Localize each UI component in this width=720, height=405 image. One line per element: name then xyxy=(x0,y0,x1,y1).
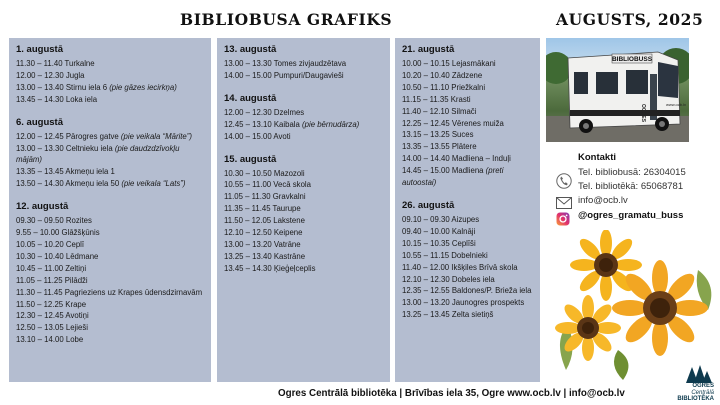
stop-time-place: 12.45 – 13.10 Kaibala xyxy=(224,119,303,129)
stop-entry xyxy=(16,82,206,94)
stop-note: (pie gāzes iecirkņa) xyxy=(109,82,177,92)
stop-time-place: 10.50 – 11.10 Priežkalni xyxy=(402,82,486,92)
stop-time-place: 10.20 – 10.40 Zādzene xyxy=(402,70,483,80)
stop-entry xyxy=(402,214,535,226)
stop-entry xyxy=(224,215,385,227)
day-heading: 15. augustā xyxy=(224,153,277,165)
day-heading: 12. augustā xyxy=(16,201,69,213)
day-heading: 1. augustā xyxy=(16,44,63,55)
phone-bus[interactable]: Tel. bibliobusā: 26304015 xyxy=(578,167,686,178)
stop-time-place: 11.05 – 11.25 Pilādži xyxy=(16,275,88,285)
stop-time-place: 11.40 – 12.00 Ikšķiles Brīvā skola xyxy=(402,262,518,272)
stop-time-place: 10.55 – 11.00 Vecā skola xyxy=(224,180,311,190)
stop-entry xyxy=(402,238,535,250)
page-title: BIBLIOBUSA GRAFIKS xyxy=(180,10,393,29)
stop-time-place: 11.30 – 11.45 Pagrieziens uz Krapes ūdensdzirnavām xyxy=(16,287,203,297)
stop-entry xyxy=(224,70,385,82)
stop-entry xyxy=(16,287,206,299)
phone-library[interactable]: Tel. bibliotēkā: 65068781 xyxy=(578,181,684,192)
email-link[interactable]: info@ocb.lv xyxy=(578,195,628,206)
stop-time-place: 11.50 – 12.25 Krape xyxy=(16,299,87,309)
stop-time-place: 13.15 – 13.25 Suces xyxy=(402,130,474,140)
stop-entry xyxy=(16,166,206,178)
stop-entry xyxy=(402,141,535,153)
day-heading: 21. augustā xyxy=(402,44,455,55)
stop-note: (pie veikala “Lats”) xyxy=(121,179,186,189)
contacts-title: Kontakti xyxy=(578,152,616,163)
stop-entry xyxy=(224,107,385,119)
stop-note: (pie daudzdzīvokļu mājām) xyxy=(16,143,180,165)
stop-time-place: 13.45 – 14.30 Ķieģeļceplis xyxy=(224,263,316,273)
stop-time-place: 11.05 – 11.30 Gravkalni xyxy=(224,192,306,202)
stop-entry xyxy=(16,215,206,227)
stop-time-place: 12.00 – 12.30 Dzelmes xyxy=(224,107,305,117)
stop-entry xyxy=(16,251,206,263)
stop-entry xyxy=(402,274,535,286)
sunflower-illustration xyxy=(548,230,720,380)
stop-entry xyxy=(402,82,535,94)
day-block xyxy=(16,116,206,191)
stop-entry xyxy=(16,58,206,70)
stop-entry xyxy=(402,309,535,321)
email-icon xyxy=(556,197,572,209)
stop-time-place: 12.30 – 12.45 Avotiņi xyxy=(16,311,89,321)
stop-entry xyxy=(402,58,535,70)
stop-entry xyxy=(402,285,535,297)
stop-time-place: 10.55 – 11.15 Dobelnieki xyxy=(402,250,488,260)
stop-note: (preti autoostai) xyxy=(402,166,504,188)
stop-entry xyxy=(16,94,206,106)
stop-entry xyxy=(224,227,385,239)
stop-entry xyxy=(16,334,206,346)
stop-time-place: 09.40 – 10.00 Kalnāji xyxy=(402,226,476,236)
phone-icon xyxy=(556,172,572,190)
stop-entry xyxy=(224,119,385,131)
instagram-handle[interactable]: @ogres_gramatu_buss xyxy=(578,210,684,221)
day-heading: 6. augustā xyxy=(16,116,63,128)
stop-entry xyxy=(402,165,535,189)
stop-entry xyxy=(224,168,385,180)
stop-time-place: 13.50 – 14.30 Akmeņu iela 50 xyxy=(16,179,122,189)
stop-time-place: 10.00 – 10.15 Lejasmākani xyxy=(402,59,496,68)
stop-time-place: 13.25 – 13.40 Kastrāne xyxy=(224,251,306,261)
library-logo xyxy=(652,363,714,403)
stop-entry xyxy=(224,239,385,251)
stop-time-place: 12.10 – 12.30 Dobeles iela xyxy=(402,274,495,284)
stop-entry xyxy=(224,263,385,275)
day-block xyxy=(224,92,385,143)
day-block xyxy=(224,43,385,82)
stop-entry xyxy=(16,70,206,82)
schedule-column-3 xyxy=(395,38,540,382)
logo-line-3: BIBLIOTĒKA xyxy=(677,396,714,402)
stop-time-place: 12.25 – 12.45 Vērenes muiža xyxy=(402,118,504,128)
stop-entry xyxy=(224,179,385,191)
stop-entry xyxy=(16,263,206,275)
day-block xyxy=(16,43,206,106)
stop-entry xyxy=(16,322,206,334)
stop-entry xyxy=(402,94,535,106)
schedule-column-1 xyxy=(9,38,211,382)
stop-entry xyxy=(224,131,385,143)
stop-entry xyxy=(402,226,535,238)
stop-time-place: 10.30 – 10.40 Lēdmane xyxy=(16,251,99,261)
stop-entry xyxy=(402,70,535,82)
month-title: AUGUSTS, 2025 xyxy=(556,10,704,29)
stop-entry xyxy=(224,203,385,215)
stop-time-place: 13.00 – 13.30 Celtnieku iela xyxy=(16,143,115,153)
stop-time-place: 09.10 – 09.30 Aizupes xyxy=(402,214,480,224)
stop-entry xyxy=(402,106,535,118)
stop-time-place: 12.50 – 13.05 Lejieši xyxy=(16,323,88,333)
stop-time-place: 14.00 – 15.00 Avoti xyxy=(224,131,291,141)
stop-entry xyxy=(224,191,385,203)
stop-time-place: 14.00 – 15.00 Pumpuri/Daugavieši xyxy=(224,70,344,80)
day-block xyxy=(224,153,385,275)
stop-time-place: 10.15 – 10.35 Ceplīši xyxy=(402,238,476,248)
stop-note: (pie veikala “Mārite”) xyxy=(120,131,192,141)
trees-icon xyxy=(652,363,714,385)
stop-time-place: 14.45 – 15.00 Madliena xyxy=(402,166,486,176)
day-block xyxy=(402,199,535,321)
stop-entry xyxy=(16,310,206,322)
bus-side-text: OGRES xyxy=(640,104,646,123)
stop-time-place: 12.00 – 12.45 Pārogres gatve xyxy=(16,131,121,141)
stop-entry xyxy=(402,118,535,130)
stop-time-place: 13.35 – 13.45 Akmeņu iela 1 xyxy=(16,167,115,177)
stop-entry xyxy=(224,251,385,263)
stop-time-place: 12.10 – 12.50 Keipene xyxy=(224,228,303,238)
stop-time-place: 11.30 – 11.40 Turkalne xyxy=(16,59,95,68)
stop-entry xyxy=(16,131,206,143)
stop-entry xyxy=(402,262,535,274)
stop-time-place: 13.00 – 13.40 Stirnu iela 6 xyxy=(16,82,110,92)
bus-url-text: www.ocb.lv xyxy=(666,102,687,107)
stop-entry xyxy=(16,299,206,311)
stop-entry xyxy=(402,129,535,141)
stop-entry xyxy=(16,178,206,190)
stop-time-place: 12.00 – 12.30 Jugla xyxy=(16,70,85,80)
stop-entry xyxy=(16,143,206,167)
stop-entry xyxy=(16,275,206,287)
day-heading: 13. augustā xyxy=(224,44,277,55)
bus-sign-text: BIBLIOBUSS xyxy=(611,56,653,63)
stop-entry xyxy=(16,227,206,239)
instagram-icon xyxy=(556,212,570,226)
stop-entry xyxy=(402,297,535,309)
stop-entry xyxy=(402,153,535,165)
stop-time-place: 13.10 – 14.00 Lobe xyxy=(16,335,84,345)
stop-time-place: 10.30 – 10.50 Mazozoli xyxy=(224,168,305,178)
day-block xyxy=(16,200,206,346)
stop-entry xyxy=(402,250,535,262)
stop-time-place: 14.00 – 14.40 Madliena – Induļi xyxy=(402,154,511,164)
logo-line-2: Centrālā xyxy=(691,389,714,396)
stop-entry xyxy=(224,58,385,70)
stop-time-place: 11.35 – 11.45 Taurupe xyxy=(224,204,301,214)
stop-time-place: 13.00 – 13.30 Tomes zivjaudzētava xyxy=(224,59,347,68)
stop-note: (pie bērnudārza) xyxy=(302,119,360,129)
stop-time-place: 10.45 – 11.00 Zeltiņi xyxy=(16,263,87,273)
day-block xyxy=(402,43,535,189)
stop-time-place: 13.35 – 13.55 Plātere xyxy=(402,142,477,152)
stop-time-place: 11.40 – 12.10 Silmači xyxy=(402,106,477,116)
contacts-block xyxy=(556,152,716,223)
stop-time-place: 10.05 – 10.20 Ceplī xyxy=(16,239,85,249)
logo-line-1: OGRES xyxy=(692,383,714,389)
schedule-column-2 xyxy=(217,38,390,382)
stop-time-place: 13.00 – 13.20 Vatrāne xyxy=(224,239,301,249)
stop-time-place: 13.45 – 14.30 Loka iela xyxy=(16,94,98,104)
stop-time-place: 12.35 – 12.55 Baldones/P. Brieža iela xyxy=(402,286,532,296)
stop-entry xyxy=(16,239,206,251)
stop-time-place: 11.50 – 12.05 Lakstene xyxy=(224,216,305,226)
stop-time-place: 13.25 – 13.45 Zelta sietiņš xyxy=(402,310,494,320)
day-heading: 14. augustā xyxy=(224,92,277,104)
stop-time-place: 9.55 – 10.00 Glāžšķūnis xyxy=(16,228,100,238)
bus-photo xyxy=(546,38,689,142)
stop-time-place: 11.15 – 11.35 Krasti xyxy=(402,94,471,104)
day-heading: 26. augustā xyxy=(402,199,455,211)
footer-text: Ogres Centrālā bibliotēka | Brīvības iela 35, Ogre www.ocb.lv | info@ocb.lv xyxy=(278,388,625,399)
stop-time-place: 13.00 – 13.20 Jaunogres prospekts xyxy=(402,298,525,308)
stop-time-place: 09.30 – 09.50 Rozites xyxy=(16,216,92,226)
